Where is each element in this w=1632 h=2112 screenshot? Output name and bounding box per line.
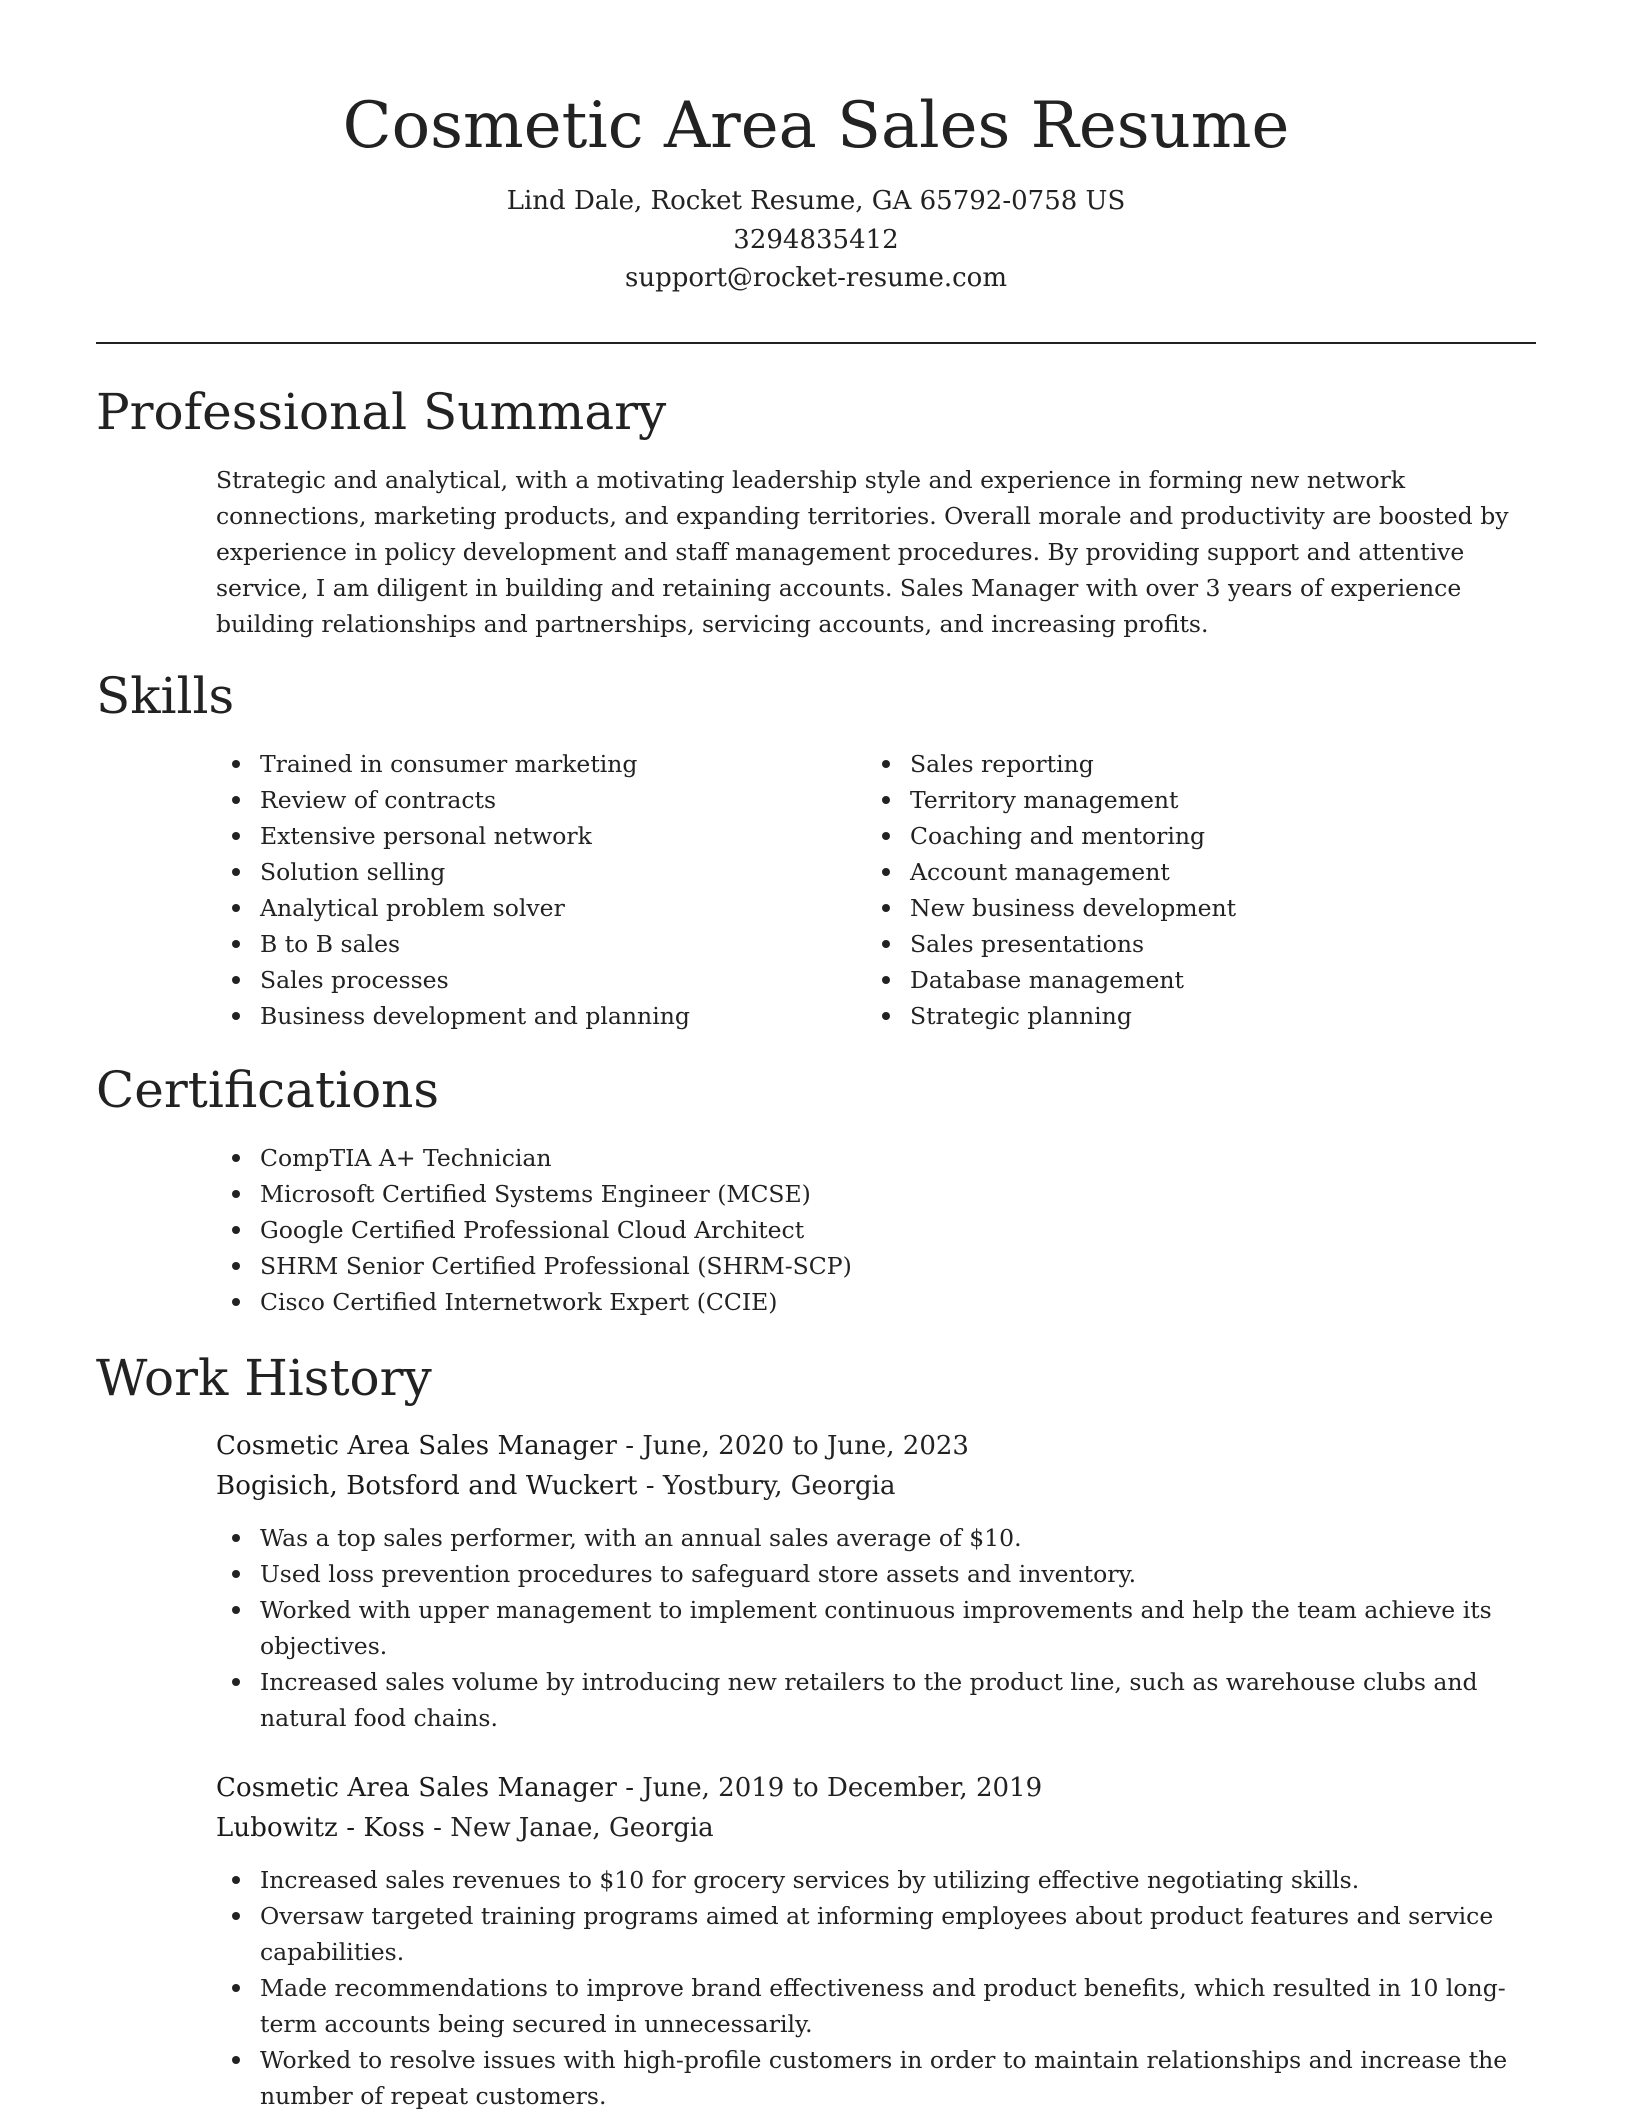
certifications-section	[216, 1140, 1516, 1320]
job-company-line	[216, 1466, 1516, 1506]
certification-item: SHRM Senior Certified Professional (SHRM-SCP)	[260, 1248, 1516, 1284]
skills-list-right	[866, 746, 1486, 1034]
certifications-list	[216, 1140, 1516, 1320]
job-dates: - June, 2020 to June, 2023	[617, 1431, 969, 1461]
job-title-line	[216, 1768, 1516, 1808]
skill-item: Sales processes	[260, 962, 836, 998]
skills-column-left	[216, 746, 836, 1034]
skill-item: Analytical problem solver	[260, 890, 836, 926]
skill-item: New business development	[910, 890, 1486, 926]
skill-item: Account management	[910, 854, 1486, 890]
job-bullet: Oversaw targeted training programs aimed at informing employees about product features and service capabilities.	[260, 1898, 1516, 1970]
job-bullet: Made recommendations to improve brand effectiveness and product benefits, which resulted in 10 long-term accounts being secured in unnecessarily.	[260, 1970, 1516, 2042]
job-location: - New Janae, Georgia	[424, 1813, 714, 1843]
certification-item: Google Certified Professional Cloud Architect	[260, 1212, 1516, 1248]
contact-phone: 3294835412	[733, 224, 899, 255]
job-title: Cosmetic Area Sales Manager	[216, 1773, 618, 1803]
job-entry	[216, 1768, 1516, 2112]
resume-header	[96, 80, 1536, 298]
job-company: Lubowitz - Koss	[216, 1813, 425, 1843]
job-bullet: Was a top sales performer, with an annual sales average of $10.	[260, 1520, 1516, 1556]
skills-column-right	[866, 746, 1486, 1034]
certification-item: Cisco Certified Internetwork Expert (CCIE)	[260, 1284, 1516, 1320]
job-bullet: Worked to resolve issues with high-profile customers in order to maintain relationships and increase the number of repeat customers.	[260, 2042, 1516, 2112]
skill-item: Database management	[910, 962, 1486, 998]
skill-item: Trained in consumer marketing	[260, 746, 836, 782]
skill-item: B to B sales	[260, 926, 836, 962]
certifications-heading: Certifications	[96, 1061, 440, 1119]
skill-item: Solution selling	[260, 854, 836, 890]
skill-item: Sales presentations	[910, 926, 1486, 962]
skill-item: Strategic planning	[910, 998, 1486, 1034]
job-title-line	[216, 1426, 1516, 1466]
skill-item: Extensive personal network	[260, 818, 836, 854]
skill-item: Sales reporting	[910, 746, 1486, 782]
certification-item: CompTIA A+ Technician	[260, 1140, 1516, 1176]
skills-list-left	[216, 746, 836, 1034]
job-location: - Yostbury, Georgia	[637, 1471, 896, 1501]
job-title: Cosmetic Area Sales Manager	[216, 1431, 618, 1461]
contact-info	[96, 182, 1536, 298]
skill-item: Territory management	[910, 782, 1486, 818]
job-entry	[216, 1426, 1516, 1736]
job-bullet: Used loss prevention procedures to safeguard store assets and inventory.	[260, 1556, 1516, 1592]
summary-heading: Professional Summary	[96, 383, 667, 441]
job-company-line	[216, 1808, 1516, 1848]
certification-item: Microsoft Certified Systems Engineer (MCSE)	[260, 1176, 1516, 1212]
header-divider	[96, 342, 1536, 344]
skill-item: Coaching and mentoring	[910, 818, 1486, 854]
job-bullet: Worked with upper management to implement continuous improvements and help the team achieve its objectives.	[260, 1592, 1516, 1664]
contact-address: Lind Dale, Rocket Resume, GA 65792-0758 US	[506, 186, 1126, 216]
skills-heading: Skills	[96, 667, 235, 725]
skill-item: Review of contracts	[260, 782, 836, 818]
contact-email: support@rocket-resume.com	[624, 263, 1007, 293]
job-bullets	[216, 1520, 1516, 1736]
work-history-heading: Work History	[96, 1349, 432, 1407]
job-dates: - June, 2019 to December, 2019	[617, 1773, 1043, 1803]
page-title: Cosmetic Area Sales Resume	[342, 89, 1290, 163]
skill-item: Business development and planning	[260, 998, 836, 1034]
job-company: Bogisich, Botsford and Wuckert	[216, 1471, 638, 1501]
job-bullet: Increased sales volume by introducing new retailers to the product line, such as warehouse clubs and natural food chains.	[260, 1664, 1516, 1736]
job-bullets	[216, 1862, 1516, 2112]
job-bullet: Increased sales revenues to $10 for grocery services by utilizing effective negotiating skills.	[260, 1862, 1516, 1898]
summary-text: Strategic and analytical, with a motivating leadership style and experience in forming new network connections, marketing products, and expanding territories. Overall morale and productivity are boosted by experience in policy development and staff management procedures. By providing support and attentive service, I am diligent in building and retaining accounts. Sales Manager with over 3 years of experience building relationships and partnerships, servicing accounts, and increasing profits.	[216, 466, 1509, 638]
